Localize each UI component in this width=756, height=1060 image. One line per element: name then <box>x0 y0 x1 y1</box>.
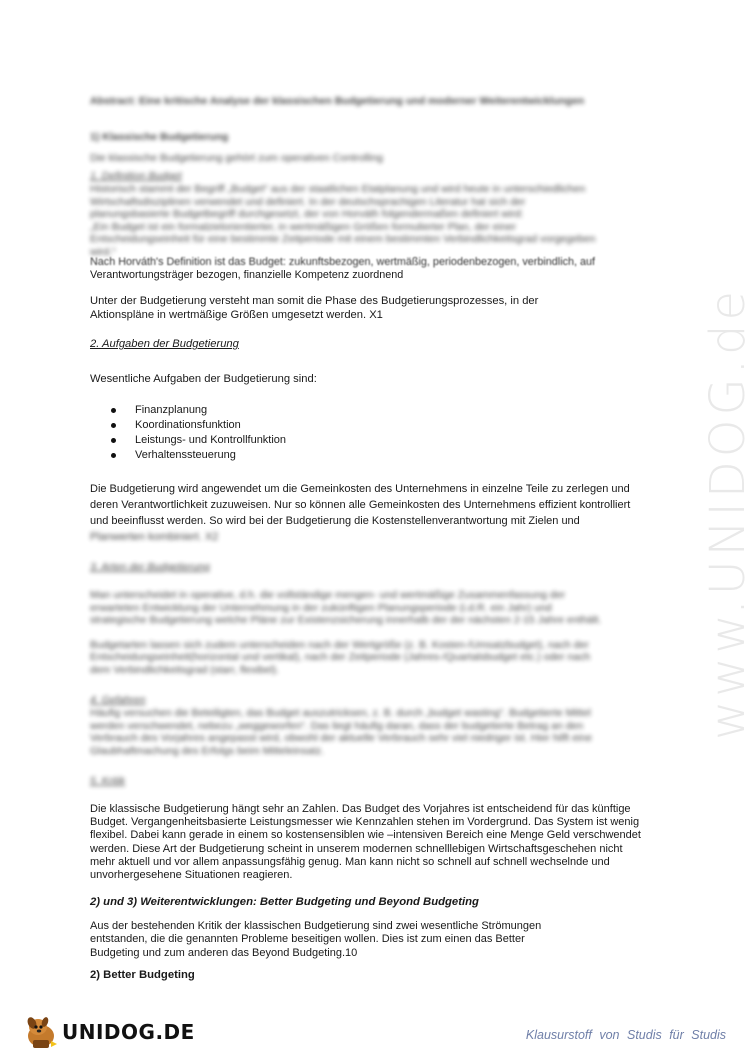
aufgaben-heading: 2. Aufgaben der Budgetierung <box>90 338 239 350</box>
bullet-icon <box>111 423 116 428</box>
kritik-heading: 5. Kritik <box>90 775 126 787</box>
text-line: Die klassische Budgetierung hängt sehr an Zahlen. Das Budget des Vorjahres ist entscheidend für das künftige <box>90 803 631 815</box>
text-line: Historisch stammt der Begriff „Budget“ aus der staatlichen Etatplanung und wird heute in unterschiedlichen <box>90 183 586 195</box>
list-item-label: Finanzplanung <box>135 404 208 416</box>
text-line: dem Verbindlichkeitsgrad (starr, flexibel). <box>90 663 280 676</box>
definition-blurred-block <box>90 183 670 258</box>
text-line: Häufig versuchen die Beteiligten, das Budget auszutricksen, z. B. durch „budget wasting“. Budgetierte Mittel <box>90 707 591 719</box>
text-line: Verantwortungsträger bezogen, finanzielle Kompetenz zuordnend <box>90 269 404 281</box>
text-line: Entscheidungseinheit(horizontal und vertikal), nach der Zeitperiode (Jahres-/Quartalsbudget etc.) oder nach <box>90 651 591 663</box>
text-line: und beeinflusst werden. So wird bei der Budgetierung die Kostenstellenverantwortung mit Zielen und <box>90 515 580 527</box>
footer-tagline: Klausurstoff von Studis für Studis <box>525 1028 726 1042</box>
kritik-paragraph <box>90 803 680 882</box>
section1-intro: Die klassische Budgetierung gehört zum operativen Controlling <box>90 152 383 164</box>
text-line: Verbrauch des Vorjahres angepasst wird, obwohl der aktuelle Verbrauch sehr viel niedriger ist. Hier hilft eine <box>90 732 592 744</box>
text-line: Die Budgetierung wird angewendet um die Gemeinkosten des Unternehmens in einzelne Teile zu zerlegen und <box>90 483 630 495</box>
text-line: Unter der Budgetierung versteht man somit die Phase des Budgetierungsprozesses, in der <box>90 295 539 307</box>
bullet-icon <box>111 453 116 458</box>
text-line: Budgetarten lassen sich zudem unterscheiden nach der Wertgröße (z. B. Kosten-/Umsatzbudget), nach der <box>90 638 589 651</box>
text-line: Planwerten kombiniert. X2 <box>90 531 219 543</box>
list-item-label: Koordinationsfunktion <box>135 419 241 431</box>
section23-heading: 2) und 3) Weiterentwicklungen: Better Budgeting und Beyond Budgeting <box>90 896 479 908</box>
text-line: „Ein Budget ist ein formalzielorientierter, in wertmäßigen Größen formulierter Plan, der einer <box>90 220 517 233</box>
text-line: Budget. Vergangenheitsbasierte Leistungsmesser wie Kennzahlen stehen im Vordergrund. Das System ist wenig <box>90 816 640 829</box>
text-line: deren Verantwortlichkeit zuzuweisen. Nur so können alle Gemeinkosten des Unternehmens effizient kontrolliert <box>90 499 631 511</box>
unidog-logo[interactable] <box>24 1014 195 1050</box>
text-line: Nach Horváth's Definition ist das Budget: zukunftsbezogen, wertmäßig, periodenbezogen, verbindlich, auf <box>90 256 596 268</box>
aufgaben-intro: Wesentliche Aufgaben der Budgetierung sind: <box>90 373 317 385</box>
text-line: unvorhergesehene Situationen reagieren. <box>90 869 293 882</box>
text-line: Aus der bestehenden Kritik der klassischen Budgetierung sind zwei wesentliche Strömungen <box>90 920 542 932</box>
arten-blurred-block <box>90 589 670 676</box>
arten-heading: 3. Arten der Budgetierung <box>90 561 210 573</box>
text-line: entstanden, die die genannten Probleme beseitigen wollen. Dies ist zum einen das Better <box>90 933 525 946</box>
text-line: Glaubhaftmachung des Erfolgs beim Mitteleinsatz. <box>90 744 325 757</box>
list-item <box>111 448 286 463</box>
list-item <box>111 433 286 448</box>
text-line: Entscheidungseinheit für eine bestimmte Zeitperiode mit einem bestimmten Verbindlichkeitsgrad vorgegeben <box>90 233 596 245</box>
budgetierung-paragraph <box>90 294 690 322</box>
text-line: werden. Diese Art der Budgetierung scheint in unserem modernen schnelllebigen Wirtschaftsgeschehen nicht <box>90 842 623 855</box>
text-line: Man unterscheidet in operative, d.h. die vollständige mengen- und wertmäßige Zusammenfassung der <box>90 589 566 601</box>
logo-text: UNIDOG.DE <box>62 1020 195 1044</box>
text-line: wird.“ <box>90 245 116 258</box>
bullet-icon <box>111 408 116 413</box>
text-line: planungsbasierte Budgetbegriff durchgesetzt, der von Horváth folgendermaßen definiert wird: <box>90 208 524 220</box>
text-line <box>90 627 670 639</box>
list-item <box>111 403 286 418</box>
definition-heading: 1. Definition Budget <box>90 170 182 182</box>
aufgaben-paragraph <box>90 481 670 545</box>
text-line: strategische Budgetierung welche Pläne zur Existenzsicherung innerhalb der der nächsten 2-15 Jahre enthält. <box>90 614 602 626</box>
list-item-label: Leistungs- und Kontrollfunktion <box>135 434 287 446</box>
watermark: www.UNIDOG.de <box>700 286 756 740</box>
list-item-label: Verhaltenssteuerung <box>135 449 236 461</box>
section23-paragraph <box>90 920 650 960</box>
definition-tail <box>90 256 690 282</box>
abstract-title: Abstract: Eine kritische Analyse der klassischen Budgetierung und moderner Weiterentwicklungen <box>90 95 585 107</box>
aufgaben-list <box>111 403 286 463</box>
text-line: Budgeting und zum anderen das Beyond Budgeting.10 <box>90 946 358 959</box>
dog-mascot-icon <box>24 1014 64 1050</box>
text-line: mehr aktuell und vor allem anpassungsfähig genug. Man kann nicht so schnell auf schnell wechselnde und <box>90 855 610 868</box>
better-budgeting-heading: 2) Better Budgeting <box>90 969 195 981</box>
list-item <box>111 418 286 433</box>
section1-heading: 1) Klassische Budgetierung <box>90 131 229 143</box>
gefahren-heading: 4. Gefahren <box>90 694 146 706</box>
text-line: werden verschwendet, nebezu „weggeworfen“. Das liegt häufig daran, dass der budgetierte Betrag an den <box>90 719 584 732</box>
bullet-icon <box>111 438 116 443</box>
gefahren-blurred-block <box>90 707 670 757</box>
text-line: erwarteten Entwicklung der Unternehmung in der zukünftigen Planungsperiode (i.d.R. ein Jahr) und <box>90 601 552 614</box>
text-line: flexibel. Dabei kann gerade in einem so kostensensiblen wie –intensiven Bereich eine Menge Geld verschwendet <box>90 829 641 842</box>
text-line: Wirtschaftsdisziplinen verwendet und definiert. In der deutschsprachigen Literatur hat sich der <box>90 195 526 208</box>
text-line: Aktionspläne in wertmäßige Größen umgesetzt werden. X1 <box>90 309 383 321</box>
